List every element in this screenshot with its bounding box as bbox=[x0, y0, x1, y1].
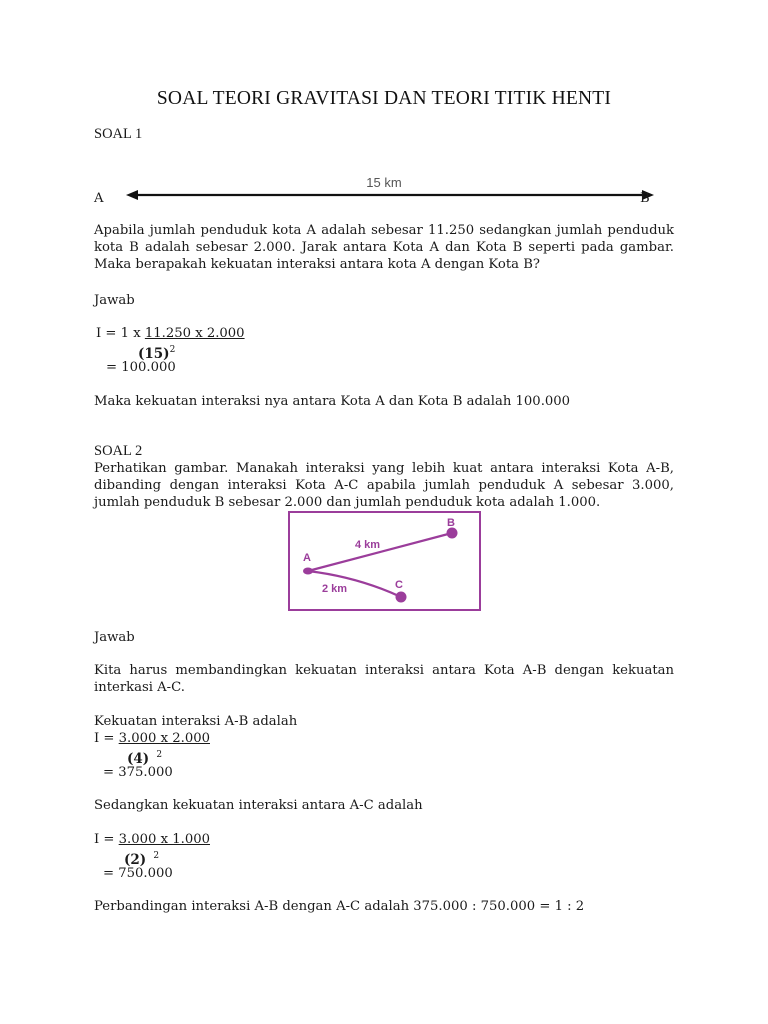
ab-formula bbox=[94, 730, 210, 747]
city-network-svg bbox=[288, 511, 481, 611]
soal-2-heading: SOAL 2 bbox=[94, 443, 143, 459]
city-a-dot bbox=[303, 568, 313, 575]
diagram-label-a: A bbox=[303, 552, 311, 564]
page-title: SOAL TEORI GRAVITASI DAN TEORI TITIK HENTI bbox=[156, 88, 612, 109]
distance-arrow-svg bbox=[90, 172, 670, 212]
ab-distance-label: 4 km bbox=[355, 539, 381, 551]
ac-distance-label: 2 km bbox=[322, 583, 348, 595]
city-b-label: B bbox=[640, 191, 650, 206]
diagram-label-b: B bbox=[447, 517, 455, 529]
formula-prefix: I = 1 x bbox=[96, 326, 145, 341]
ac-exponent: 2 bbox=[153, 851, 160, 861]
soal-2-jawab: Jawab bbox=[94, 630, 135, 645]
diagram-label-c: C bbox=[395, 579, 403, 591]
city-c-dot bbox=[396, 592, 407, 603]
ab-numerator: 3.000 x 2.000 bbox=[118, 731, 210, 746]
ac-result: = 750.000 bbox=[103, 866, 173, 881]
city-b-dot bbox=[447, 528, 458, 539]
formula-exponent: 2 bbox=[169, 345, 176, 355]
soal-1-question: Apabila jumlah penduduk kota A adalah sebesar 11.250 sedangkan jumlah penduduk kota B adalah sebesar 2.000. Jarak antara Kota A dan Kota B seperti pada gambar. Maka berapakah kekuatan interaksi antara kota A dengan Kota B? bbox=[94, 223, 674, 272]
ab-exponent: 2 bbox=[156, 750, 163, 760]
soal-1-result: = 100.000 bbox=[106, 360, 176, 375]
distance-label: 15 km bbox=[366, 175, 402, 190]
ac-numerator: 3.000 x 1.000 bbox=[118, 832, 210, 847]
soal-1-heading: SOAL 1 bbox=[94, 126, 143, 142]
comparison-text: Perbandingan interaksi A-B dengan A-C adalah 375.000 : 750.000 = 1 : 2 bbox=[94, 899, 585, 914]
soal-2-intro: Kita harus membandingkan kekuatan interaksi antara Kota A-B dengan kekuatan interkasi A-C. bbox=[94, 663, 674, 695]
soal-1-conclusion: Maka kekuatan interaksi nya antara Kota A dan Kota B adalah 100.000 bbox=[94, 394, 571, 409]
ab-label: Kekuatan interaksi A-B adalah bbox=[94, 714, 298, 729]
ac-formula bbox=[94, 831, 210, 848]
soal-1-formula bbox=[96, 325, 245, 342]
arrow-left-icon bbox=[126, 190, 138, 200]
ac-label: Sedangkan kekuatan interaksi antara A-C adalah bbox=[94, 798, 423, 813]
soal-1-jawab: Jawab bbox=[94, 293, 135, 308]
city-network-diagram bbox=[288, 511, 481, 611]
city-a-label: A bbox=[94, 191, 104, 206]
ac-prefix: I = bbox=[94, 832, 119, 847]
soal-2-question: Perhatikan gambar. Manakah interaksi yang lebih kuat antara interaksi Kota A-B, dibanding dengan interaksi Kota A-C apabila jumlah penduduk A sebesar 3.000, jumlah penduduk B sebesar 2.000 dan jumlah penduduk kota adalah 1.000. bbox=[94, 461, 674, 510]
distance-diagram bbox=[90, 172, 670, 212]
ab-result: = 375.000 bbox=[103, 765, 173, 780]
ac-denominator: (2) bbox=[124, 852, 147, 868]
ab-denominator: (4) bbox=[127, 751, 150, 767]
ab-prefix: I = bbox=[94, 731, 119, 746]
formula-numerator: 11.250 x 2.000 bbox=[144, 326, 245, 341]
formula-denominator: (15) bbox=[138, 346, 170, 362]
